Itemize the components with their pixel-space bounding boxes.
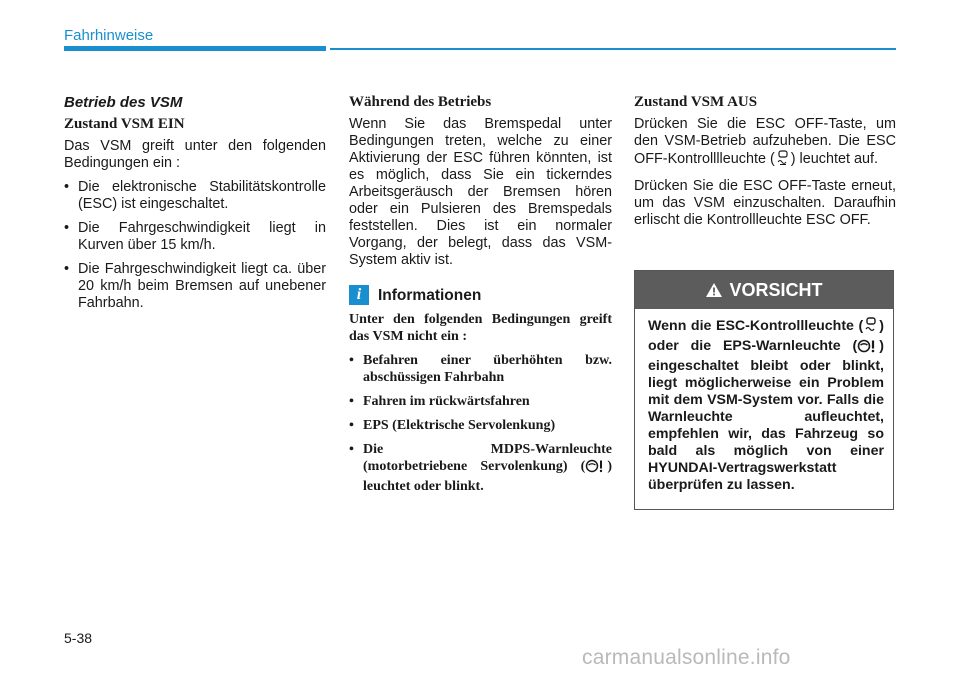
section-title: Fahrhinweise [64,27,154,44]
list-item: • Die elektronische Stabilitätskontrolle (ESC) ist eingeschaltet. [64,179,326,213]
list-item: • Die Fahrgeschwindigkeit liegt ca. über 20 km/h beim Bremsen auf unebener Fahrbahn. [64,261,326,312]
page-number: 5-38 [64,630,93,646]
list-item: • Befahren einer überhöhten bzw. abschüssigen Fahrbahn [349,352,612,386]
info-bullet-list [349,352,612,495]
list-item: • Fahren im rückwärtsfahren [349,393,612,410]
mdps-close-text: ) leuchtet oder blinkt. [363,459,612,494]
column-3 [634,94,896,236]
paragraph-esc-on: Drücken Sie die ESC OFF-Taste erneut, um das VSM einzuschalten. Daraufhin erlischt die Kontrollleuchte ESC OFF. [634,178,896,228]
list-item [349,441,612,495]
caution-box [634,270,894,510]
heading-during-operation: Während des Betriebs [349,94,492,110]
heading-vsm-off: Zustand VSM AUS [634,94,758,110]
bullet-list-conditions [64,179,326,312]
info-header [349,285,612,305]
header-rule [330,48,896,50]
info-title: Informationen [378,286,482,304]
eps-warning-icon [857,339,879,358]
esc-indicator-icon [863,317,879,338]
caution-title: VORSICHT [729,279,823,300]
caution-text: Wenn die ESC-Kontrollleuchte ( ) oder die EPS-Warnleuchte ( ) eingeschaltet bleibt oder blinkt, liegt möglicherweise ein Problem mit dem VSM-System vor. Falls die Warnleuchte aufleuchtet, empfehlen wir, das Fahrzeug so bald als möglich von einer HYUNDAI-Vertragswerkstatt überprüfen zu lassen. [648,318,884,493]
info-intro: Unter den folgenden Bedingungen greift das VSM nicht ein : [349,312,612,344]
warning-triangle-icon [705,282,723,298]
list-item: • Die Fahrgeschwindigkeit liegt in Kurven über 15 km/h. [64,220,326,254]
paragraph-intro: Das VSM greift unter den folgenden Bedingungen ein : [64,138,326,171]
watermark: carmanualsonline.info [582,646,791,669]
header-bar-accent [64,46,326,51]
info-icon: i [349,285,369,305]
mdps-open-paren: ( [580,459,586,474]
paragraph-operation: Wenn Sie das Bremspedal unter Bedingungen treten, welche zu einer Aktivierung der ESC führen könnten, ist es möglich, dass Sie ein tickerndes Arbeitsgeräusch der Bremsen hören oder ein Pulsieren des Bremspedals feststellen. Dies ist ein normaler Vorgang, der belegt, dass das VSM-System aktiv ist. [349,116,612,268]
esc-off-icon [775,150,791,171]
paragraph-esc-off: Drücken Sie die ESC OFF-Taste, um den VSM-Betrieb aufzuheben. Die ESC OFF-Kontrolllleuchte ( ) leuchtet auf. [634,116,896,171]
mdps-text: Die MDPS-Warnleuchte (motorbetriebene Servolenkung) [363,442,612,474]
list-item: • EPS (Elektrische Servolenkung) [349,417,612,434]
subheading-vsm-on: Zustand VSM EIN [64,116,185,132]
eps-warning-icon [585,459,607,478]
caution-header [635,271,893,309]
heading-vsm-operation: Betrieb des VSM [64,94,183,111]
column-2 [349,94,612,502]
column-1 [64,94,326,319]
